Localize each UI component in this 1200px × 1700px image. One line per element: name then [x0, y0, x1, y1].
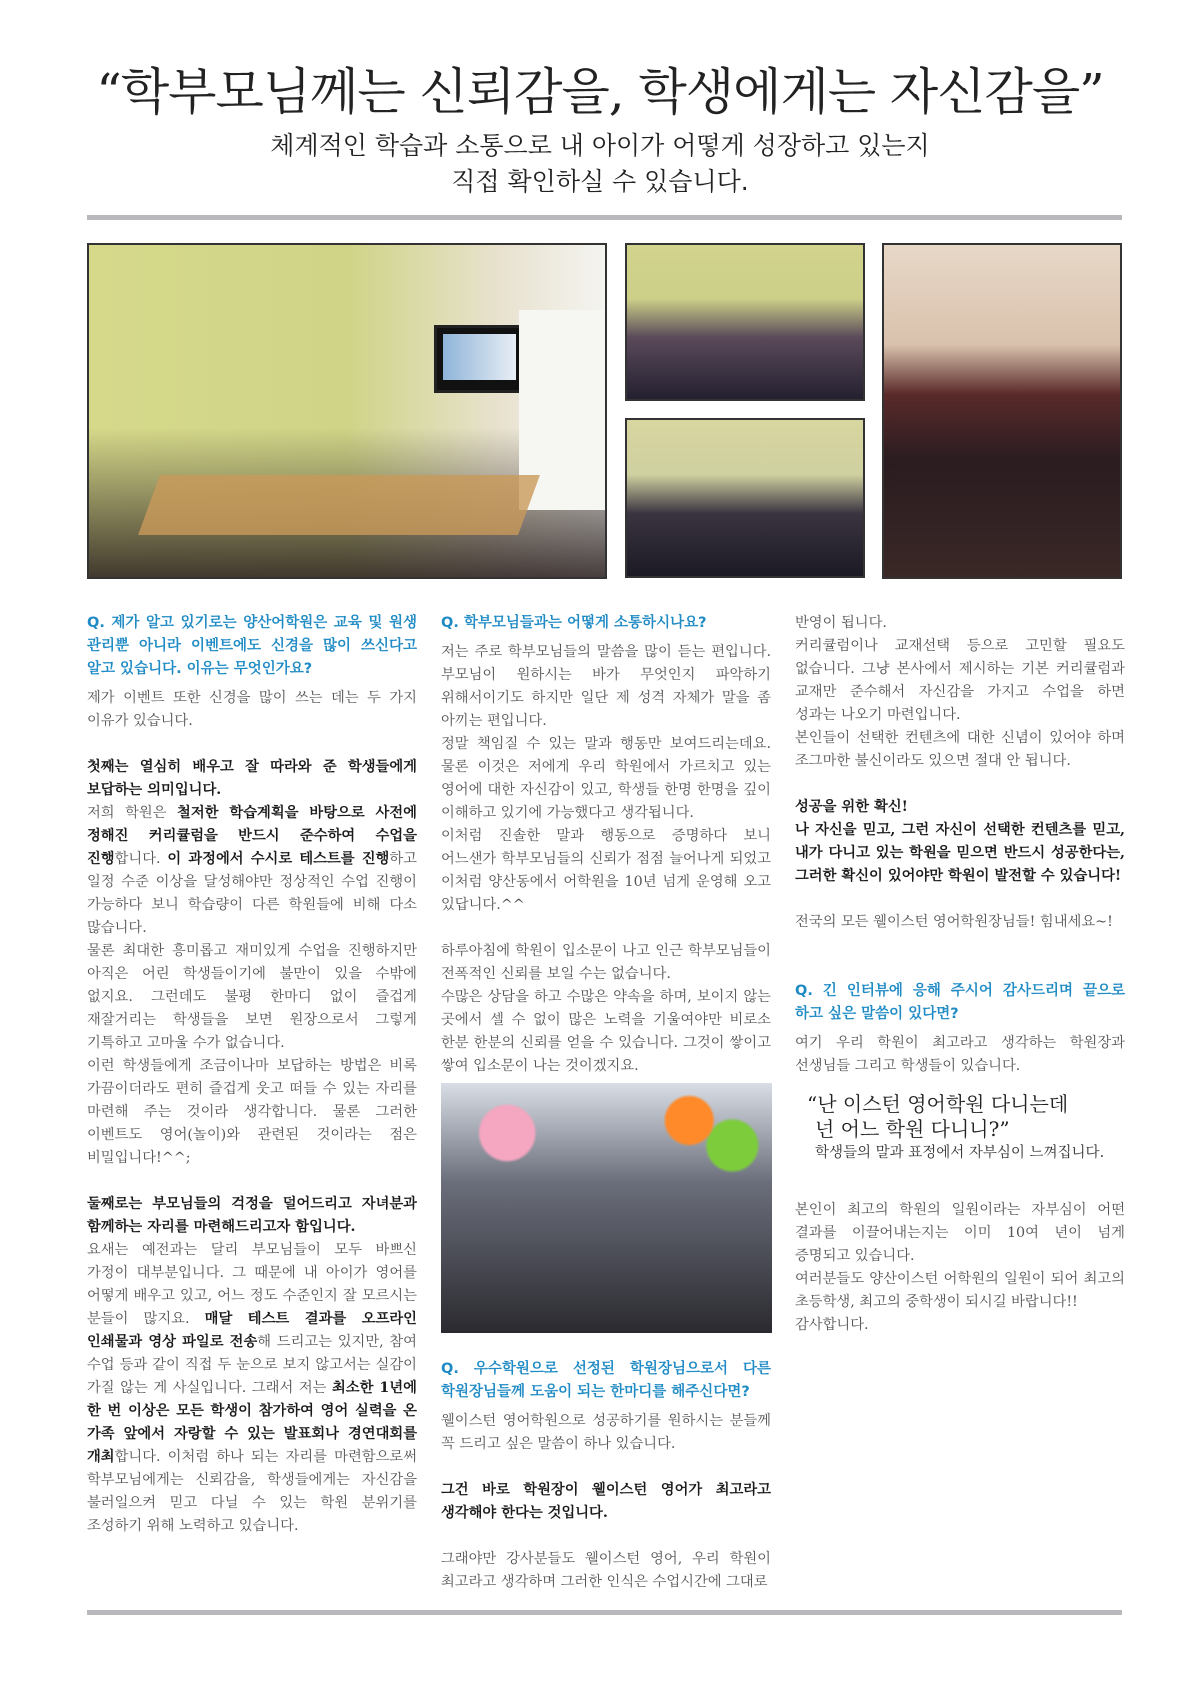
answer-paragraph	[87, 940, 417, 1055]
interview-question: Q. 학부모님들과는 어떻게 소통하시나요?	[441, 615, 707, 631]
interview-question: Q. 긴 인터뷰에 응해 주시어 감사드리며 끝으로 하고 싶은 말씀이 있다면?	[795, 983, 1125, 1022]
desks	[138, 475, 540, 535]
subheadline	[0, 128, 1200, 200]
answer-paragraph	[795, 819, 1125, 888]
emphasis-text: 철저한 학습계획을 바탕으로 사전에 정해진 커리큘럼을 반드시 준수하여 수업을 진행	[87, 805, 417, 867]
paragraph-spacer	[795, 773, 1125, 796]
body-text: 정말 책임질 수 있는 말과 행동만 보여드리는데요. 물론 이것은 저에게 우리 학원에서 가르치고 있는 영어에 대한 자신감이 있고, 학생들 한명 한명을 깊이 이해하고 있기에 가능했다고 생각됩니다.	[441, 736, 771, 821]
body-text: 본인이 최고의 학원의 일원이라는 자부심이 어떤 결과를 이끌어내는지는 이미 10여 년이 넘게 증명되고 있습니다.	[795, 1202, 1125, 1264]
emphasis-text: 첫째는 열심히 배우고 잘 따라와 준 학생들에게 보답하는 의미입니다.	[87, 759, 417, 798]
answer-paragraph	[795, 911, 1125, 934]
tv-screen	[434, 325, 525, 393]
body-text: 하고 일정 수준 이상을 달성해야만 정상적인 수업 진행이 가능하다 보니 학습량이 다른 학원들에 비해 다소 많습니다.	[87, 851, 417, 936]
body-text: 반영이 됩니다.	[795, 615, 887, 631]
classroom-photo	[87, 243, 607, 579]
answer-paragraph	[795, 796, 1125, 819]
body-text: 그래야만 강사분들도 웰이스턴 영어, 우리 학원이 최고라고 생각하며 그러한 인식은 수업시간에 그대로	[441, 1551, 771, 1590]
body-text: 여기 우리 학원이 최고라고 생각하는 학원장과 선생님들 그리고 학생들이 있습니다.	[795, 1035, 1125, 1074]
answer-paragraph	[795, 612, 1125, 635]
emphasis-text: 이 과정에서 수시로 테스트를 진행	[167, 851, 390, 867]
body-text: 해 드리고는 있지만, 참여 수업 등과 같이 직접 두 눈으로 보지 않고서는 실감이 가질 않는 게 사실입니다. 그래서 저는	[87, 1334, 417, 1396]
pull-quote-line: “난 이스턴 영어학원 다니는데	[807, 1092, 1069, 1116]
paragraph-spacer	[795, 934, 1125, 957]
answer-paragraph	[441, 641, 771, 733]
emphasis-text: 성공을 위한 확신!	[795, 799, 908, 815]
column-1	[87, 612, 417, 1538]
body-text: 커리큘럼이나 교재선택 등으로 고민할 필요도 없습니다. 그냥 본사에서 제시하는 기본 커리큘럼과 교재만 준수해서 자신감을 가지고 수업을 하면 성과는 나오기 마련입니다.	[795, 638, 1125, 723]
paragraph-spacer	[795, 888, 1125, 911]
answer-paragraph	[441, 986, 771, 1078]
answer-paragraph	[795, 1268, 1125, 1314]
pull-quote	[807, 1092, 1125, 1164]
body-text: 물론 최대한 흥미롭고 재미있게 수업을 진행하지만 아직은 어린 학생들이기에 불만이 있을 수밖에 없지요. 그런데도 불평 한마디 없이 즐겁게 재잘거리는 학생들을 보면 원장으로서 그렇게 기특하고 고마울 수가 없습니다.	[87, 943, 417, 1051]
body-text: 여러분들도 양산이스턴 어학원의 일원이 되어 최고의 초등학생, 최고의 중학생이 되시길 바랍니다!!	[795, 1271, 1125, 1310]
paragraph-spacer	[795, 957, 1125, 980]
body-text: 전국의 모든 웰이스턴 영어학원장님들! 힘내세요~!	[795, 914, 1113, 930]
answer-paragraph	[795, 727, 1125, 773]
pull-quote-line: 넌 어느 학원 다니니?”	[815, 1117, 1010, 1141]
paragraph-spacer	[87, 1170, 417, 1193]
answer-paragraph	[441, 1410, 771, 1456]
answer-paragraph	[441, 733, 771, 825]
computer-lab-photo	[625, 418, 865, 578]
subheadline-line-1: 체계적인 학습과 소통으로 내 아이가 어떻게 성장하고 있는지	[270, 131, 930, 160]
photo-slot	[441, 1092, 771, 1342]
body-text: 합니다. 이처럼 하나 되는 자리를 마련함으로써 학부모님에게는 신뢰감을, 학생들에게는 자신감을 불러일으켜 믿고 다닐 수 있는 학원 분위기를 조성하기 위해 노력하고 있습니다.	[87, 1449, 417, 1534]
answer-paragraph	[87, 1055, 417, 1170]
auditorium-audience-photo	[882, 243, 1122, 579]
bottom-divider	[87, 1610, 1122, 1615]
answer-paragraph	[87, 687, 417, 733]
body-text: 웰이스턴 영어학원으로 성공하기를 원하시는 분들께 꼭 드리고 싶은 말씀이 하나 있습니다.	[441, 1413, 771, 1452]
answer-paragraph	[87, 802, 417, 940]
answer-paragraph	[87, 1193, 417, 1239]
body-text: 저희 학원은	[87, 805, 178, 821]
answer-paragraph	[87, 756, 417, 802]
emphasis-text: 최소한 1년에 한 번 이상은 모든 학생이 참가하여 영어 실력을 온 가족 앞에서 자랑할 수 있는 발표회나 경연대회를 개최	[87, 1380, 417, 1465]
body-text: 제가 이벤트 또한 신경을 많이 쓰는 데는 두 가지 이유가 있습니다.	[87, 690, 417, 729]
interview-question: Q. 제가 알고 있기로는 양산어학원은 교육 및 원생 관리뿐 아니라 이벤트에도 신경을 많이 쓰신다고 알고 있습니다. 이유는 무엇인가요?	[87, 615, 417, 677]
pull-quote-caption: 학생들의 말과 표정에서 자부심이 느껴집니다.	[815, 1145, 1105, 1161]
emphasis-text: 나 자신을 믿고, 그런 자신이 선택한 컨텐츠를 믿고, 내가 다니고 있는 학원을 믿으면 반드시 성공한다는, 그러한 확신이 있어야만 학원이 발전할 수 있습니다!	[795, 822, 1125, 884]
subheadline-line-2: 직접 확인하실 수 있습니다.	[451, 167, 749, 196]
emphasis-text: 그건 바로 학원장이 웰이스턴 영어가 최고라고 생각해야 한다는 것입니다.	[441, 1482, 771, 1521]
body-text: 요새는 예전과는 달리 부모님들이 모두 바쁘신 가정이 대부분입니다. 그 때문에 내 아이가 영어를 어떻게 배우고 있고, 어느 정도 수준인지 잘 모르시는 분들이 많지요.	[87, 1242, 417, 1327]
paragraph-spacer	[441, 1525, 771, 1548]
answer-paragraph	[87, 1239, 417, 1538]
answer-paragraph	[795, 635, 1125, 727]
body-text: 이런 학생들에게 조금이나마 보답하는 방법은 비록 가끔이더라도 편히 즐겁게 웃고 떠들 수 있는 자리를 마련해 주는 것이라 생각합니다. 물론 그러한 이벤트도 영어(놀이)와 관련된 것이라는 점은 비밀입니다!^^;	[87, 1058, 417, 1166]
body-text: 하루아침에 학원이 입소문이 나고 인근 학부모님들이 전폭적인 신뢰를 보일 수는 없습니다.	[441, 943, 771, 982]
answer-paragraph	[795, 1199, 1125, 1268]
body-text: 이처럼 진솔한 말과 행동으로 증명하다 보니 어느샌가 학부모님들의 신뢰가 점점 늘어나게 되었고 이처럼 양산동에서 어학원을 10년 넘게 운영해 오고 있답니다.^^	[441, 828, 771, 913]
students-table-photo	[625, 243, 865, 401]
answer-paragraph	[795, 1314, 1125, 1337]
emphasis-text: 매달 테스트 결과를 오프라인 인쇄물과 영상 파일로 전송	[87, 1311, 417, 1350]
body-text: 수많은 상담을 하고 수많은 약속을 하며, 보이지 않는 곳에서 셀 수 없이 많은 노력을 기울여야만 비로소 한분 한분의 신뢰를 얻을 수 있습니다. 그것이 쌓이고 쌓여 입소문이 나는 것이겠지요.	[441, 989, 771, 1074]
paragraph-spacer	[87, 733, 417, 756]
body-text: 저는 주로 학부모님들의 말씀을 많이 듣는 편입니다. 부모님이 원하시는 바가 무엇인지 파악하기 위해서이기도 하지만 일단 제 성격 자체가 말을 좀 아끼는 편입니다.	[441, 644, 771, 729]
paragraph-spacer	[795, 1176, 1125, 1199]
headline: “학부모님께는 신뢰감을, 학생에게는 자신감을”	[96, 63, 1104, 121]
answer-paragraph	[795, 1032, 1125, 1078]
column-3	[795, 612, 1125, 1337]
top-divider	[87, 215, 1122, 220]
answer-paragraph	[441, 1548, 771, 1594]
emphasis-text: 둘째로는 부모님들의 걱정을 덜어드리고 자녀분과 함께하는 자리를 마련해드리고자 함입니다.	[87, 1196, 417, 1235]
interview-question: Q. 우수학원으로 선정된 학원장님으로서 다른 학원장님들께 도움이 되는 한마디를 해주신다면?	[441, 1361, 771, 1400]
answer-paragraph	[441, 1479, 771, 1525]
paragraph-spacer	[441, 1456, 771, 1479]
paragraph-spacer	[441, 917, 771, 940]
answer-paragraph	[441, 940, 771, 986]
body-text: 감사합니다.	[795, 1317, 869, 1333]
body-text: 본인들이 선택한 컨텐츠에 대한 신념이 있어야 하며 조그마한 불신이라도 있으면 절대 안 됩니다.	[795, 730, 1125, 769]
answer-paragraph	[441, 825, 771, 917]
column-2	[441, 612, 771, 1594]
body-text: 합니다.	[114, 851, 168, 867]
